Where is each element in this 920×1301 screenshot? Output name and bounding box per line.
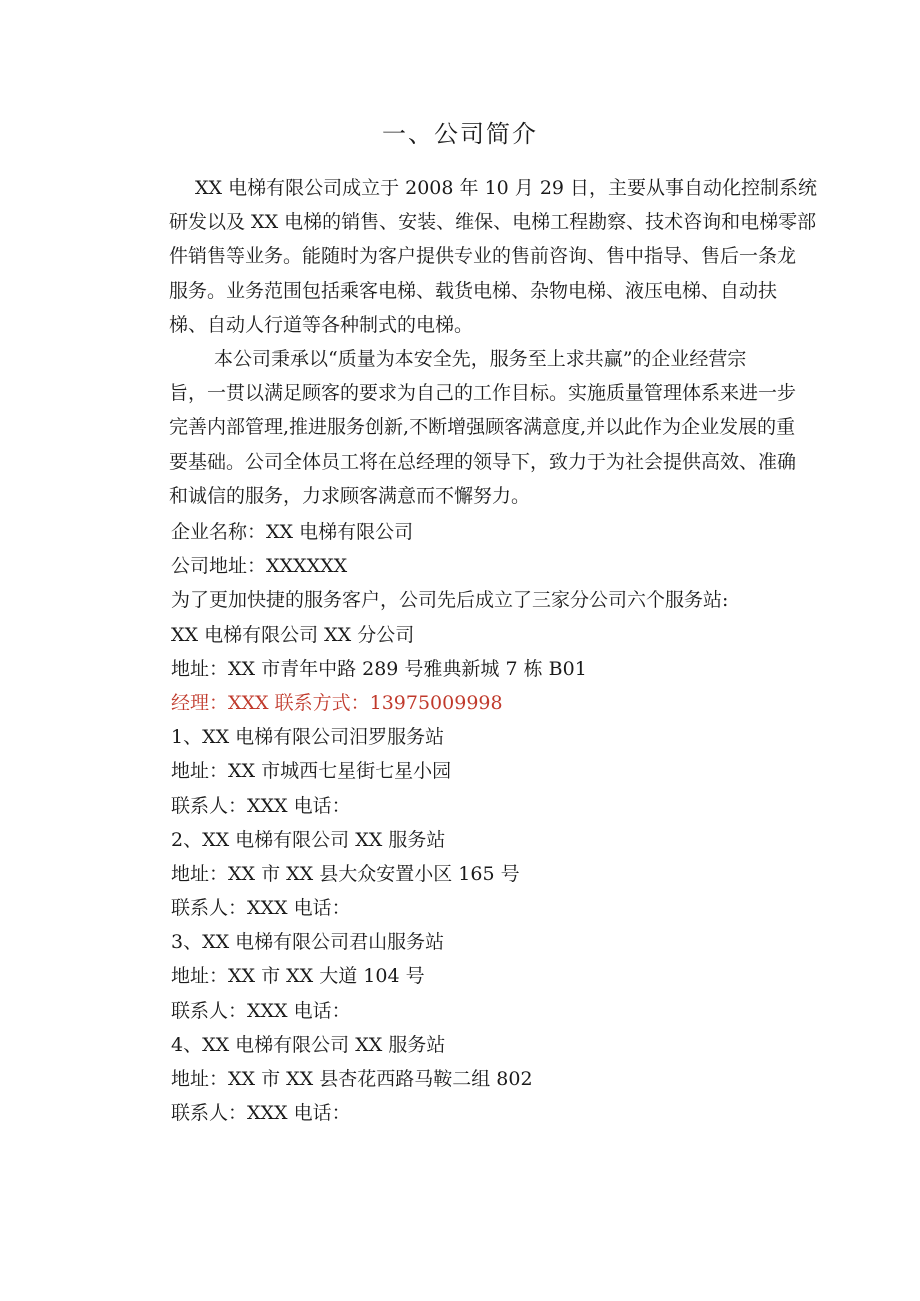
branch-address: 地址：XX 市青年中路 289 号雅典新城 7 栋 B01 — [171, 657, 587, 680]
intro-paragraph-1 — [169, 171, 818, 342]
paragraph-line: 研发以及 XX 电梯的销售、安装、维保、电梯工程勘察、技术咨询和电梯零部 — [169, 211, 817, 234]
paragraph-line: 完善内部管理,推进服务创新,不断增强顾客满意度,并以此作为企业发展的重 — [169, 416, 796, 439]
station-name: 3、XX 电梯有限公司君山服务站 — [171, 931, 445, 954]
station-contact: 联系人：XXX 电话： — [171, 999, 351, 1022]
paragraph-line: 和诚信的服务，力求顾客满意而不懈努力。 — [169, 484, 531, 507]
branch-manager-contact: 经理：XXX 联系方式：13975009998 — [171, 691, 503, 714]
paragraph-line: 梯、自动人行道等各种制式的电梯。 — [169, 313, 474, 336]
station-address: 地址：XX 市 XX 大道 104 号 — [171, 965, 425, 988]
station-contact: 联系人：XXX 电话： — [171, 897, 351, 920]
paragraph-line: 要基础。公司全体员工将在总经理的领导下，致力于为社会提供高效、准确 — [169, 450, 797, 473]
station-contact: 联系人：XXX 电话： — [171, 1102, 351, 1125]
station-address: 地址：XX 市 XX 县大众安置小区 165 号 — [171, 862, 520, 885]
branch-name: XX 电梯有限公司 XX 分公司 — [171, 623, 415, 646]
company-info-list — [171, 515, 811, 1130]
station-name: 1、XX 电梯有限公司汨罗服务站 — [171, 726, 445, 749]
station-address: 地址：XX 市城西七星街七星小园 — [171, 760, 452, 783]
branches-intro: 为了更加快捷的服务客户，公司先后成立了三家分公司六个服务站: — [171, 589, 729, 612]
station-name: 2、XX 电梯有限公司 XX 服务站 — [171, 828, 446, 851]
paragraph-line: 件销售等业务。能随时为客户提供专业的售前咨询、售中指导、售后一条龙 — [169, 245, 797, 268]
station-name: 4、XX 电梯有限公司 XX 服务站 — [171, 1033, 446, 1056]
paragraph-line: 服务。业务范围包括乘客电梯、载货电梯、杂物电梯、液压电梯、自动扶 — [169, 279, 778, 302]
station-contact: 联系人：XXX 电话： — [171, 794, 351, 817]
station-address: 地址：XX 市 XX 县杏花西路马鞍二组 802 — [171, 1068, 533, 1090]
company-address: 公司地址：XXXXXX — [171, 555, 348, 578]
paragraph-line: XX 电梯有限公司成立于 2008 年 10 月 29 日，主要从事自动化控制系统 — [195, 177, 818, 199]
paragraph-line: 本公司秉承以“质量为本安全先，服务至上求共赢”的企业经营宗 — [214, 348, 747, 370]
section-title: 一、公司简介 — [382, 120, 538, 148]
paragraph-line: 旨，一贯以满足顾客的要求为自己的工作目标。实施质量管理体系来进一步 — [169, 382, 797, 405]
intro-paragraph-2 — [169, 342, 809, 513]
company-name: 企业名称：XX 电梯有限公司 — [171, 521, 414, 543]
